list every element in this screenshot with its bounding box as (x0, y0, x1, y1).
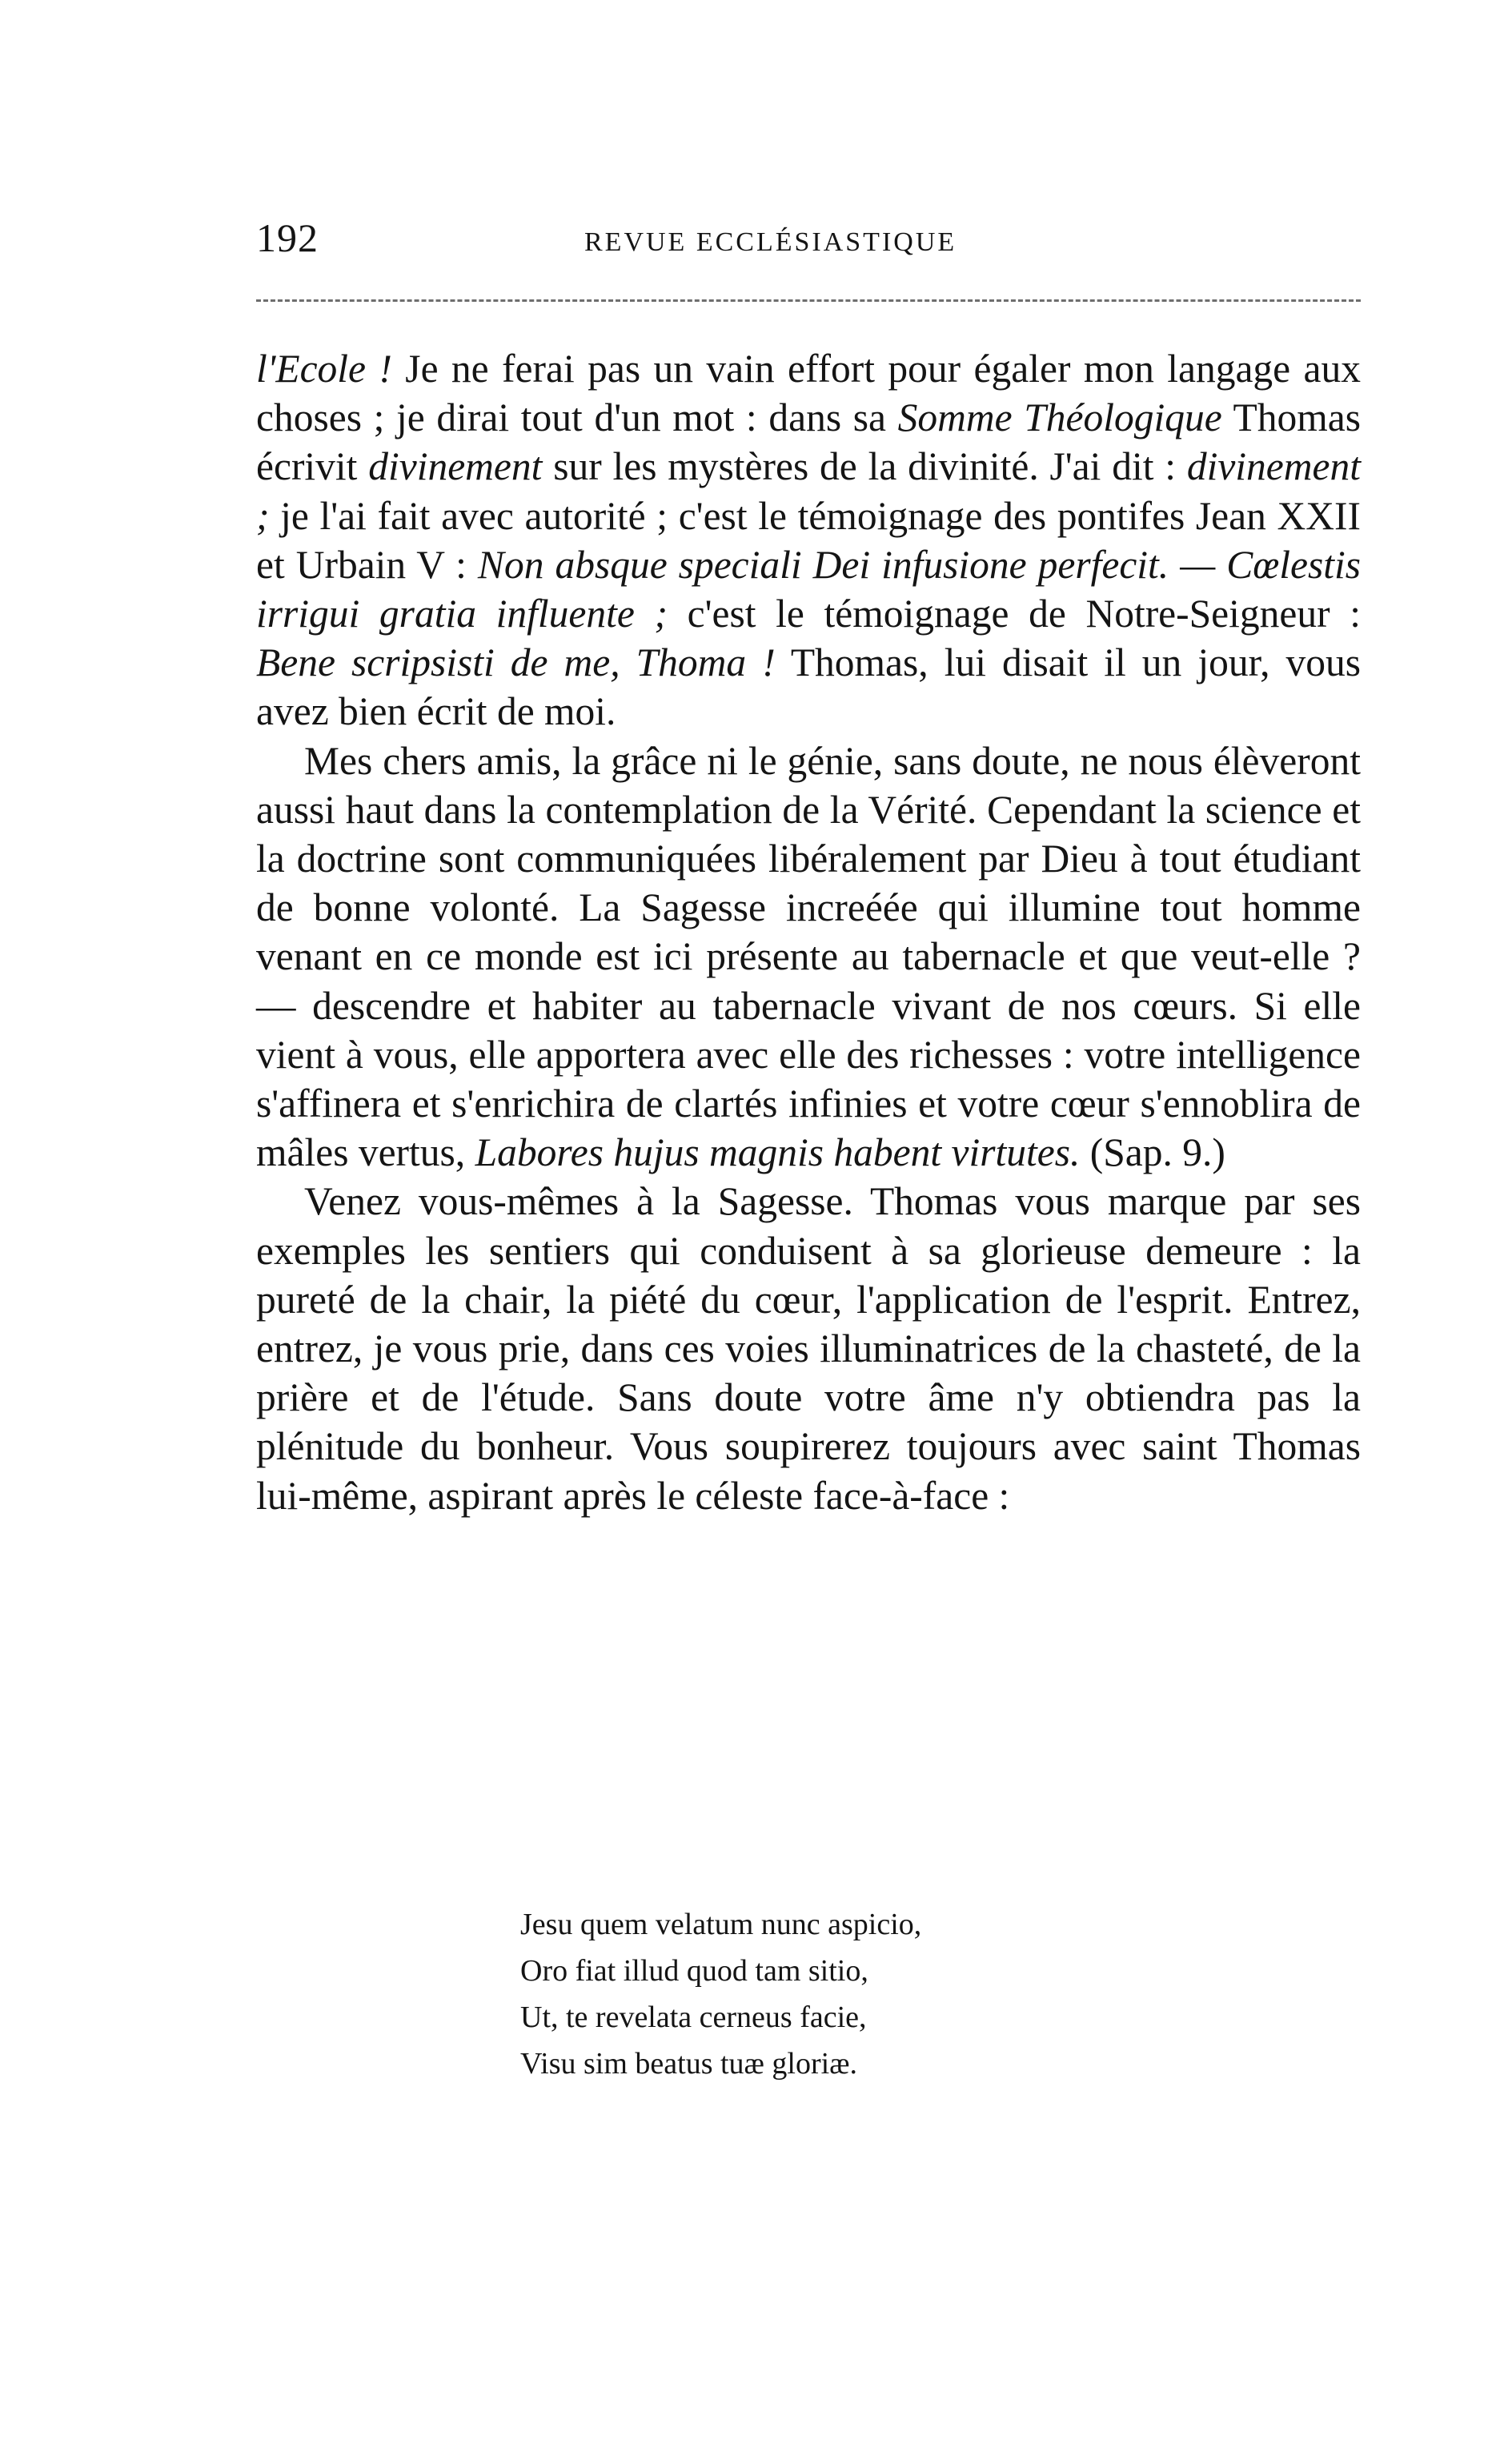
body-text (256, 344, 1361, 1520)
text-run: Labores hujus magnis habent virtutes. (475, 1130, 1081, 1175)
page (256, 200, 1361, 2081)
text-run: (Sap. 9.) (1080, 1130, 1225, 1175)
text-run: sur les mystères de la divinité. J'ai dit : (542, 444, 1187, 489)
verse-quotation (520, 1901, 1321, 2087)
text-run: Venez vous-mêmes à la Sagesse. Thomas vous marque par ses exemples les sentiers qui conduisent à sa glorieuse demeure : la pureté de la chair, la piété du cœur, l'application de l'esprit. Entrez, entrez, je vous prie, dans ces voies illuminatrices de la chasteté, de la prière et de l'étude. Sans doute votre âme n'y obtiendra pas la plénitude du bonheur. Vous soupirerez toujours avec saint Thomas lui-même, aspirant après le céleste face-à-face : (256, 1179, 1361, 1518)
text-run: Bene scripsisti de me, Thoma ! (256, 640, 776, 685)
text-run: Non absque speciali Dei infusione perfecit. — Cœlestis irrigui gratia influente ; (256, 542, 1361, 636)
text-run: divinement (368, 444, 543, 489)
verse-line: Jesu quem velatum nunc aspicio, (520, 1908, 922, 1941)
text-run: je l'ai fait avec autorité ; c'est le témoignage des pontifes Jean XXII et Urbain V : (256, 493, 1361, 587)
text-run: divinement ; (256, 444, 1361, 538)
verse-line: Ut, te revelata cerneus facie, (520, 2000, 867, 2034)
header-rule (256, 299, 1361, 302)
text-run: Mes chers amis, la grâce ni le génie, sans doute, ne nous élèveront aussi haut dans la contemplation de la Vérité. Cependant la science et la doctrine sont communiquées libéralement par Dieu à tout étudiant de bonne volonté. La Sagesse increéée qui illumine tout homme venant en ce monde est ici présente au tabernacle et que veut-elle ? — descendre et habiter au tabernacle vivant de nos cœurs. Si elle vient à vous, elle apportera avec elle des richesses : votre intelligence s'affinera et s'enrichira de clartés infinies et votre cœur s'ennoblira de mâles vertus, (256, 738, 1361, 1175)
paragraph-2 (256, 736, 1361, 1178)
page-number: 192 (256, 215, 319, 260)
running-head: REVUE ECCLÉSIASTIQUE (584, 227, 957, 257)
paragraph-3 (256, 1177, 1361, 1519)
paragraph-1 (256, 344, 1361, 736)
verse-line: Visu sim beatus tuæ gloriæ. (520, 2047, 858, 2081)
text-run: Thomas, lui disait il un jour, vous avez bien écrit de moi. (256, 640, 1361, 734)
verse-line: Oro fiat illud quod tam sitio, (520, 1954, 868, 1988)
page-header (256, 200, 1361, 264)
text-run: Somme Théologique (897, 395, 1222, 440)
text-run: l'Ecole ! (256, 347, 392, 391)
text-run: Je ne ferai pas un vain effort pour égaler mon langage aux choses ; je dirai tout d'un mot : dans sa (256, 347, 1361, 440)
text-run: Thomas écrivit (256, 395, 1361, 489)
text-run: c'est le témoignage de Notre-Seigneur : (667, 592, 1361, 636)
